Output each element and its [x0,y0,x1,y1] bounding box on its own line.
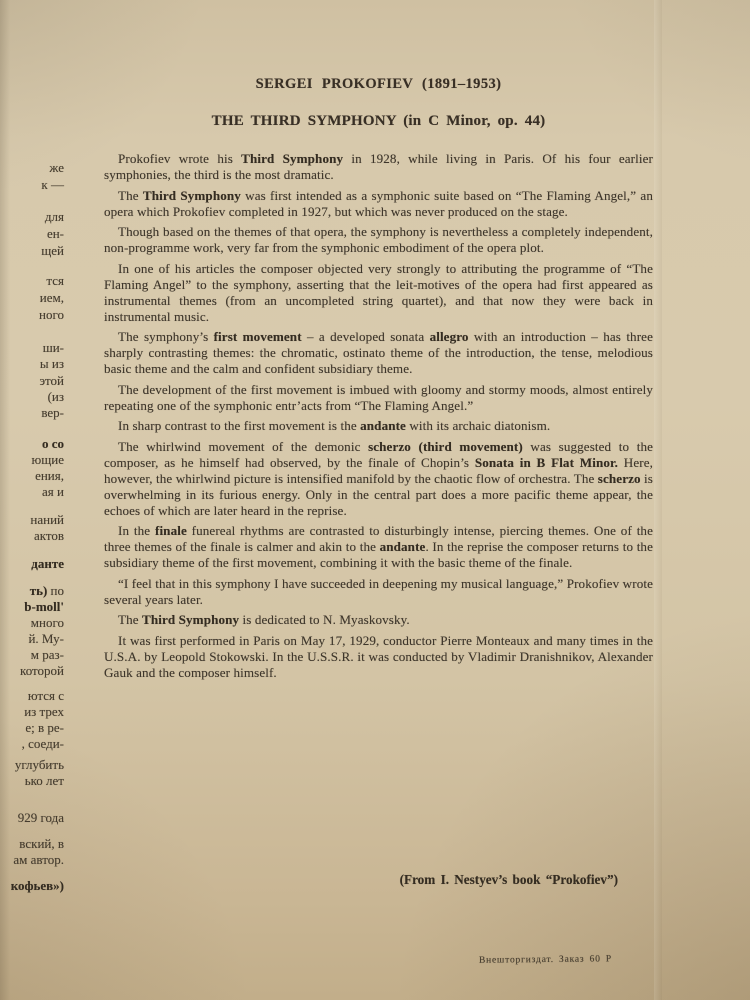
text-run: м раз- [30,647,64,662]
text-run: ием, [39,290,64,305]
bold-text-run: Third Symphony [142,612,240,627]
text-run: Though based on the themes of that opera, the symphony is nevertheless a completely independent, non-programme work, very far from the symphonic embodiment of the opera plot. [104,224,653,255]
text-run: актов [33,528,64,543]
paragraph [104,151,653,183]
bold-text-run: scherzo (third movement) [368,438,523,454]
bold-text-run: данте [31,556,64,571]
text-run: In sharp contrast to the first movement is the [118,418,361,433]
text-run: ен- [46,226,64,241]
left-column-fragment [41,177,64,192]
left-column-fragment [18,810,64,825]
text-run: ая и [42,484,64,499]
left-column-fragment [28,688,64,703]
text-run: . In the reprise the composer returns to the subsidiary theme of the first movement, combining it with the basic theme of the finale. [104,539,653,570]
bold-text-run: b-moll' [24,599,64,614]
article-body [104,151,653,685]
paragraph [104,188,653,220]
left-column-fragment [39,307,64,322]
bold-text-run: кофьев») [10,878,64,893]
left-column-fragment [13,852,64,867]
paragraph [104,261,653,325]
bold-text-run: Sonata in B Flat Minor. [474,454,619,470]
text-run: е; в ре- [25,720,64,735]
left-column-fragment [28,631,64,646]
left-column-fragment [46,273,64,288]
text-run: ного [39,307,64,322]
left-column-fragment [43,340,64,355]
left-column-fragment [40,356,64,371]
text-run: наний [30,512,64,527]
text-run: к — [41,177,64,192]
paragraph [104,523,653,571]
text-run: was first intended as a symphonic suite based on “The Flaming Angel,” an opera which Prokofiev completed in 1927, but which was never produced on the stage. [104,187,653,219]
text-run: много [30,615,64,630]
text-run: углубить [14,757,64,772]
left-column-fragment [25,773,64,788]
bold-text-run: andante [360,418,406,433]
article-header [104,76,653,129]
left-column-fragment [22,736,64,751]
left-column-fragment [11,878,64,893]
left-column-fragment [25,720,64,735]
left-column-fragment [49,160,64,175]
text-run: которой [20,663,64,678]
left-column-fragment [30,583,64,598]
text-run: with an introduction – has three sharply contrasting themes: the chromatic, ostinato theme of the introduction, the tense, melodious basic theme and the calm and confident subsidiary theme. [104,329,653,376]
text-run: 929 года [17,810,64,825]
left-column-fragment [32,452,64,467]
left-column-fragment [39,373,64,388]
bold-text-run: scherzo [597,470,641,486]
left-column-fragment [15,757,64,772]
attribution-line: (From I. Nestyev’s book “Prokofiev”) [399,872,618,887]
left-column-fragment [41,405,64,420]
paragraph [104,439,653,519]
left-column-fragment [31,647,64,662]
text-run: The development of the first movement is imbued with gloomy and stormy moods, almost entirely repeating one of the symphonic entr’acts from “The Flaming Angel.” [104,381,653,413]
text-run: же [49,160,64,175]
bold-text-run: allegro [429,329,469,344]
text-run: was suggested to the composer, as he himself had observed, by the finale of Chopin’s [104,438,653,470]
bold-text-run: finale [154,523,187,538]
bold-text-run: Third Symphony [241,151,344,166]
text-run: й. Му- [28,631,64,646]
text-run: is overwhelming in its furious energy. Only in the central part does a more pacific theme appear, the echoes of which are later heard in the reprise. [104,470,653,518]
left-column-fragment [31,615,64,630]
text-run: The [118,187,143,203]
left-column-fragment [41,243,64,258]
text-run: вер- [41,405,64,420]
left-column-fragment [30,512,64,527]
text-run: in 1928, while living in Paris. Of his four earlier symphonies, the third is the most dramatic. [104,151,653,182]
text-run: In one of his articles the composer objected very strongly to attributing the programme of “The Flaming Angel” to the symphony, asserting that the leit-motives of the opera had first appeared as instrumental themes (from an uncompleted string quartet), and that now they were back in instrumental music. [104,260,653,324]
left-column-fragment [20,663,64,678]
text-run: (из [47,389,64,404]
text-run: ько лет [24,773,64,788]
text-run: The whirlwind movement of the demonic [118,438,369,454]
paragraph [104,576,653,608]
bold-text-run: ть) [29,583,48,598]
text-run: is dedicated to N. Myaskovsky. [239,612,410,627]
bold-text-run: andante [379,539,426,554]
text-run: этой [39,373,64,388]
text-run: In the [118,523,155,538]
left-column-fragment [47,226,64,241]
text-run: ы из [39,356,64,371]
paragraph [104,329,653,377]
text-run: из трех [24,704,64,719]
text-run: funereal rhythms are contrasted to disturbingly intense, piercing themes. One of the three themes of the finale is calmer and akin to the [104,523,653,554]
text-run: ам автор. [13,852,64,867]
paragraph [104,382,653,414]
text-run: ения, [35,468,64,483]
left-column-fragment [45,209,64,224]
text-run: вский, в [19,836,64,851]
text-run: The symphony’s [118,329,214,344]
page-subtitle: THE THIRD SYMPHONY (in C Minor, op. 44) [211,113,546,129]
text-run: , соеди- [21,736,64,751]
text-run: тся [46,273,64,288]
left-column-fragment [31,556,64,571]
left-column-fragment [42,484,64,499]
left-column-fragment [40,290,64,305]
text-run: The [118,612,143,627]
text-run: – a developed sonata [301,329,430,344]
left-column-fragment [19,836,64,851]
page-title: SERGEI PROKOFIEV (1891–1953) [255,76,502,92]
left-column-fragment [42,436,64,451]
left-column-fragment [24,704,64,719]
text-run: ются с [27,688,64,703]
left-column-fragment [34,528,64,543]
paragraph [104,224,653,256]
text-run: with its archaic diatonism. [405,418,551,433]
text-run: Here, however, the whirlwind picture is intensified manifold by the chaotic flow of orchestra. The [104,454,653,486]
paper-crease [654,0,662,1000]
paragraph [104,612,653,628]
bold-text-run: Third Symphony [142,187,241,203]
paragraph [104,633,653,681]
left-column [0,0,66,1000]
left-column-fragment [35,468,64,483]
paragraph [104,418,653,434]
text-run: для [44,209,64,224]
text-run: Prokofiev wrote his [118,151,242,166]
text-run: “I feel that in this symphony I have succeeded in deepening my musical language,” Prokofiev wrote several years later. [104,575,653,607]
left-column-fragment [24,599,64,614]
left-column-fragment [48,389,64,404]
imprint-footer: Внешторгиздат. Заказ 60 Р [478,954,613,966]
text-run: ющие [31,452,64,467]
bold-text-run: first movement [213,329,302,344]
text-run: щей [41,243,64,258]
text-run: ши- [42,340,64,355]
text-run: It was first performed in Paris on May 17, 1929, conductor Pierre Monteaux and many times in the U.S.A. by Leopold Stokowski. In the U.S.S.R. it was conducted by Vladimir Dranishnikov, Alexander Gauk and the composer himself. [104,632,653,680]
text-run: по [47,583,64,598]
bold-text-run: о со [41,436,64,451]
